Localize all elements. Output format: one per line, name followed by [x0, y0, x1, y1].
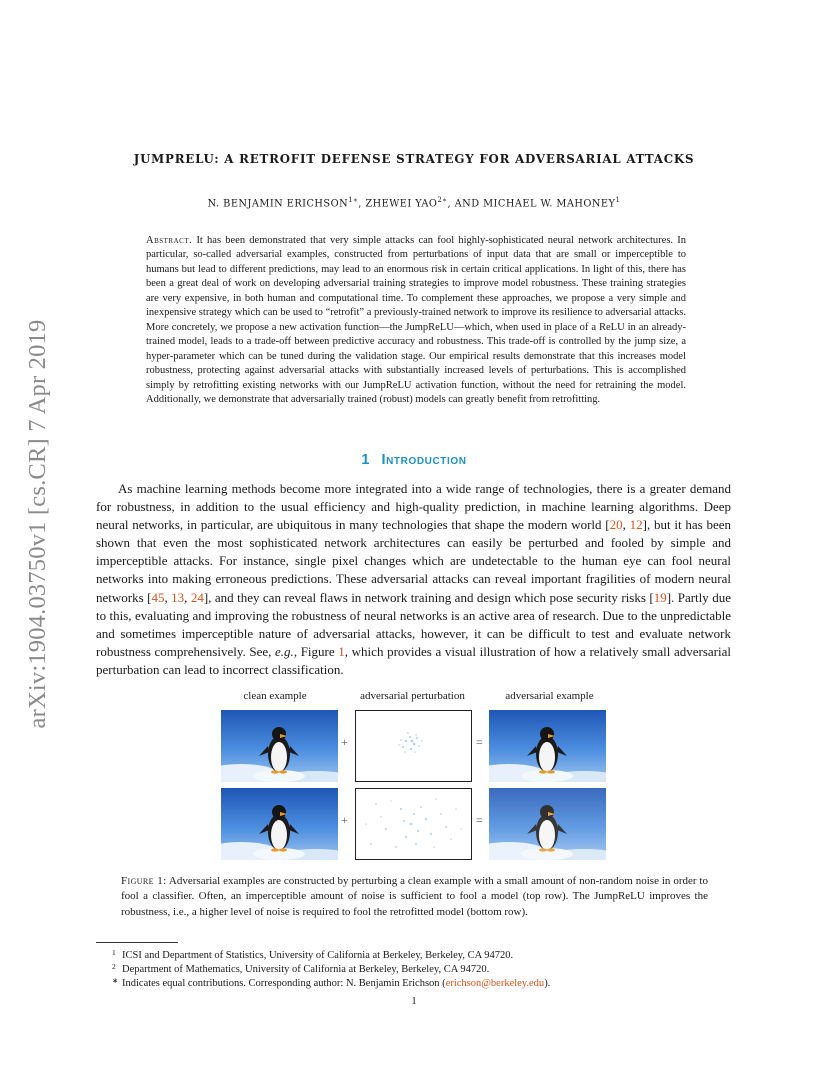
body-text-run: , [164, 589, 172, 605]
abstract-label: Abstract. [146, 235, 193, 246]
footnote-mark: 2 [112, 962, 116, 972]
footnote-mark: ∗ [112, 976, 119, 986]
perturbation-image [355, 710, 472, 782]
arxiv-side-identifier [18, 294, 58, 754]
figure-caption-text: Adversarial examples are constructed by perturbing a clean example with a small amount of non-random noise in order to fool a classifier. Often, an imperceptible amount of noise is sufficient to fool a model (top row). The JumpReLU improves the robustness, i.e., a higher level of noise is required to fool the retrofitted model (bottom row). [121, 875, 708, 918]
body-text-run: ]. Partly due to this, evaluating and improving the robustness of neural networks is an active area of research. Due to the unpredictable and sometimes imperceptible nature of adversarial attacks, however, it can be difficult to test and evaluate network robustness comprehensively. See, [96, 589, 731, 659]
author-affiliation-mark: 1 [615, 196, 621, 204]
figure-reference-link[interactable]: 1 [338, 643, 345, 659]
figure-column-label: clean example [243, 690, 307, 702]
footnotes [112, 949, 672, 992]
paper-title: JUMPRELU: A RETROFIT DEFENSE STRATEGY FOR ADVERSARIAL ATTACKS [133, 152, 695, 166]
body-text-run: ], but it has been shown that even the most sophisticated network architectures can easily be perturbed and fooled by simple and imperceptible attacks. For instance, single pixel changes which are undetectable to the human eye can fool neural networks into making erroneous predictions. These adversarial attacks can reveal important fragilities of modern neural networks [ [96, 517, 732, 605]
citation-link[interactable]: 20 [609, 517, 623, 533]
citation-link[interactable]: 19 [653, 589, 667, 605]
author-name: ZHEWEI YAO [365, 198, 438, 210]
clean-example-image [221, 710, 338, 782]
section-heading-introduction [0, 452, 828, 468]
section-title: Introduction [381, 452, 467, 468]
clean-example-image [221, 788, 338, 860]
plus-operator: + [341, 735, 348, 749]
equals-operator: = [476, 735, 483, 749]
citation-link[interactable]: 13 [171, 589, 185, 605]
footnote-text: ICSI and Department of Statistics, University of California at Berkeley, Berkeley, CA 94720. [122, 950, 514, 961]
email-link[interactable]: erichson@berkeley.edu [445, 978, 545, 990]
author-affiliation-mark: 1∗ [348, 196, 359, 204]
body-text-run: , Figure [293, 643, 339, 659]
author-separator: , AND [447, 198, 484, 210]
author-separator: , [358, 198, 366, 210]
author-name: N. BENJAMIN ERICHSON [207, 198, 349, 210]
adversarial-example-image [489, 788, 606, 860]
figure-column-label: adversarial example [505, 690, 594, 702]
body-text-run: , which provides a visual illustration of how a relatively small adversarial perturbation can lead to incorrect classification. [96, 643, 731, 677]
body-text-run: ], and they can reveal flaws in network training and design which pose security risks [ [203, 589, 654, 605]
author-list [0, 196, 828, 209]
footnote [112, 963, 672, 977]
adversarial-example-image [489, 710, 606, 782]
page-number: 1 [411, 996, 417, 1007]
body-text-run: , [184, 589, 191, 605]
arxiv-id-text: arXiv:1904.03750v1 [cs.CR] 7 Apr 2019 [24, 319, 51, 729]
citation-link[interactable]: 45 [151, 589, 165, 605]
intro-paragraph [96, 480, 731, 679]
section-number: 1 [361, 452, 370, 468]
author-affiliation-mark: 2∗ [437, 196, 448, 204]
figure-caption [121, 874, 708, 920]
footnote-text: ). [544, 978, 551, 990]
footnote [112, 977, 672, 991]
perturbation-image [355, 788, 472, 860]
abstract-text: It has been demonstrated that very simple attacks can fool highly-sophisticated neural network architectures. In particular, so-called adversarial examples, constructed from perturbations of input data that are small or imperceptible to humans but lead to different predictions, may lead to an enormous risk in certain critical applications. In light of this, there has been a great deal of work on developing adversarial training strategies to improve model robustness. These training strategies are very expensive, in both human and computational time. To complement these approaches, we propose a very simple and inexpensive strategy which can be used to “retrofit” a previously-trained network to improve its resilience to adversarial attacks. More concretely, we propose a new activation function—the JumpReLU—which, when used in place of a ReLU in an already-trained model, leads to a trade-off between predictive accuracy and robustness. This trade-off is controlled by the jump size, a hyper-parameter which can be tuned during the validation stage. Our empirical results demonstrate that this increases model robustness, protecting against adversarial attacks with substantially increased levels of perturbations. This is accomplished simply by retrofitting existing networks with our JumpReLU activation function, without the need for retraining the model. Additionally, we demonstrate that adversarially trained (robust) models can greatly benefit from retrofitting. [146, 235, 687, 405]
plus-operator: + [341, 813, 348, 827]
footnote-text: Department of Mathematics, University of California at Berkeley, Berkeley, CA 94720. [122, 964, 490, 976]
italic-text: e.g. [275, 643, 294, 659]
abstract [146, 234, 686, 407]
citation-link[interactable]: 24 [190, 589, 204, 605]
footnote-mark: 1 [112, 948, 116, 957]
footnote [112, 949, 672, 963]
figure-caption-label: Figure 1: [121, 875, 167, 887]
figure-column-label: adversarial perturbation [360, 690, 465, 702]
footnote-text: Indicates equal contributions. Corresponding author: N. Benjamin Erichson ( [122, 978, 446, 990]
body-text-run: , [622, 517, 630, 533]
footnote-divider [96, 942, 178, 943]
citation-link[interactable]: 12 [629, 517, 643, 533]
equals-operator: = [476, 813, 483, 827]
body-text-run: As machine learning methods become more integrated into a wide range of technologies, there is a greater demand for robustness, in addition to the usual efficiency and high-quality prediction, in machine learning algorithms. Deep neural networks, in particular, are ubiquitous in many technologies that shape the modern world [ [96, 481, 731, 533]
author-name: MICHAEL W. MAHONEY [483, 198, 616, 210]
